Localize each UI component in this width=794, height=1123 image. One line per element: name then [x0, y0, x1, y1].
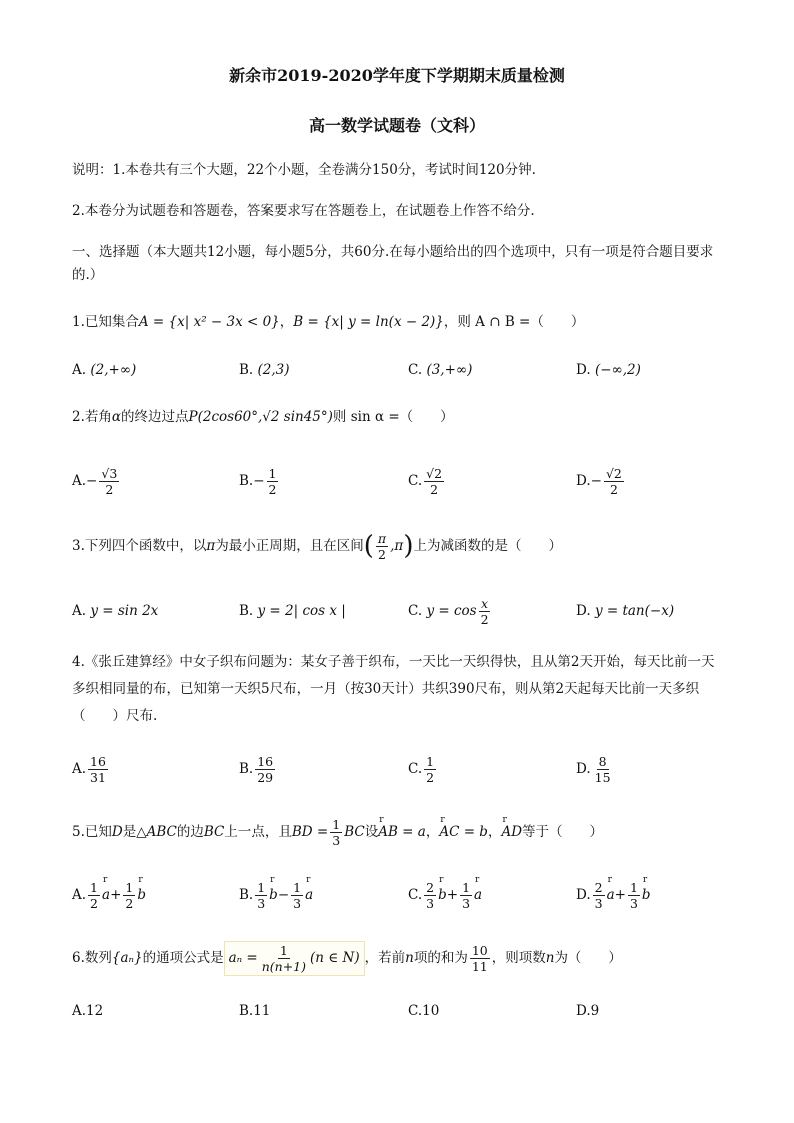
fraction-den: 3: [462, 895, 471, 911]
q5-text: 是: [122, 824, 137, 840]
q2-option-d[interactable]: [576, 459, 626, 503]
option-value: y = 2| cos x |: [257, 603, 346, 619]
q6-sequence: {aₙ}: [111, 950, 143, 966]
q6-text: ，则项数: [491, 950, 546, 966]
q5-segment-bc: BC: [203, 824, 225, 840]
q6-text: 项的和为: [413, 950, 468, 966]
fraction-den: 2: [90, 895, 98, 911]
q5-sep: ，: [425, 824, 440, 840]
fraction-num: 16: [257, 753, 274, 769]
option-text: B.11: [239, 1003, 271, 1019]
fraction-num: 1: [279, 942, 288, 958]
q3-tail: 上为减函数的是（ ）: [413, 538, 562, 554]
q6-n: n: [405, 950, 414, 966]
option-fraction: [255, 754, 275, 785]
q5-segment-bc: BC: [344, 824, 365, 840]
fraction-num: √3: [101, 465, 118, 481]
q4-option-b[interactable]: [239, 747, 277, 791]
fraction-den: 2: [105, 481, 114, 497]
q5-tail: 等于（ ）: [522, 824, 604, 840]
q5-triangle: △ABC: [136, 824, 177, 840]
fraction-den: 2: [480, 611, 489, 627]
option-fraction: [628, 880, 640, 911]
q6-tail: 为（ ）: [554, 950, 622, 966]
q3-option-d[interactable]: [576, 589, 674, 633]
option-letter: A.: [72, 761, 87, 777]
option-fraction: [424, 880, 436, 911]
option-fraction: [267, 466, 279, 497]
option-fraction: [479, 596, 491, 627]
q2-tail: 则 sin α =（ ）: [332, 409, 454, 425]
q1-option-b[interactable]: [239, 348, 290, 392]
option-fraction: [88, 754, 108, 785]
q1-sep: ，: [279, 314, 294, 330]
option-letter: C.: [408, 603, 423, 619]
q5-option-d[interactable]: [576, 873, 651, 917]
option-value: y = cos: [426, 603, 477, 619]
option-letter: A.: [72, 473, 87, 489]
option-vector: r b: [137, 887, 146, 903]
option-text: A.12: [72, 1003, 104, 1019]
fraction-den: 3: [257, 895, 266, 911]
question-5: [72, 812, 732, 852]
fraction-num: 10: [471, 942, 488, 958]
q5-vector-ad: r AD: [501, 821, 522, 843]
q6-option-c[interactable]: [408, 989, 439, 1033]
note-line-2: 2.本卷分为试题卷和答题卷，答案要求写在答题卷上，在试题卷上作答不给分.: [72, 203, 535, 219]
q2-prefix: 2.若角: [72, 409, 112, 425]
q4-option-a[interactable]: [72, 747, 110, 791]
q5-option-c[interactable]: [408, 873, 482, 917]
fraction-num: 1: [462, 879, 471, 895]
q6-formula-fraction: [260, 943, 308, 974]
q6-prefix: 6.数列: [72, 950, 112, 966]
q6-n: n: [545, 950, 555, 966]
option-letter: B.: [239, 761, 254, 777]
exam-subtitle: 高一数学试题卷（文科）: [308, 116, 485, 135]
fraction-num: π: [377, 530, 387, 546]
q1-tail: ，则 A ∩ B =（ ）: [443, 314, 585, 330]
option-operator: +: [446, 887, 459, 903]
q6-option-a[interactable]: [72, 989, 103, 1033]
option-value: (2,+∞): [90, 362, 137, 378]
fraction-den: 3: [293, 895, 302, 911]
fraction-num: 8: [598, 753, 607, 769]
option-sign: −: [86, 473, 98, 489]
option-fraction: [460, 880, 472, 911]
option-letter: D.: [576, 887, 591, 903]
fraction-num: 1: [426, 753, 435, 769]
q1-option-d[interactable]: [576, 348, 641, 392]
q2-options: [72, 459, 732, 503]
option-fraction: [255, 880, 267, 911]
fraction-num: 2: [594, 879, 603, 895]
option-fraction: [424, 466, 444, 497]
q2-option-b[interactable]: [239, 459, 280, 503]
option-letter: B.: [239, 603, 254, 619]
option-letter: C.: [408, 473, 423, 489]
q6-text: 的通项公式是: [142, 950, 224, 966]
option-letter: A.: [72, 887, 87, 903]
q6-sum-fraction: [470, 943, 490, 974]
option-vector: r a: [607, 887, 615, 903]
q5-text: 设: [364, 824, 379, 840]
fraction-num: 1: [257, 879, 266, 895]
q6-options: [72, 989, 732, 1033]
option-vector: r a: [102, 887, 110, 903]
option-operator: +: [110, 887, 122, 903]
option-letter: A.: [72, 362, 87, 378]
q3-right-paren: ): [403, 531, 414, 561]
fraction-den: 2: [609, 481, 618, 497]
option-vector: r a: [474, 887, 482, 903]
option-fraction: [123, 880, 135, 911]
fraction-den: 3: [629, 895, 638, 911]
q5-prefix: 5.已知: [72, 824, 112, 840]
question-4: 4.《张丘建算经》中女子织布问题为：某女子善于织布，一天比一天织得快，且从第2天开始，每天比前一天多织相同量的布，已知第一天织5尺布，一月（按30天计）共织390尺布，则从第2天起每天比前一天多织（ ）尺布.: [72, 654, 715, 724]
q1-option-a[interactable]: [72, 348, 136, 392]
option-letter: A.: [72, 603, 87, 619]
fraction-num: 1: [293, 879, 302, 895]
q6-option-b[interactable]: [239, 989, 270, 1033]
q5-point-d: D: [111, 824, 123, 840]
q5-text: 上一点，且: [224, 824, 292, 840]
option-letter: D.: [576, 473, 591, 489]
option-value: y = tan(−x): [594, 603, 675, 619]
q1-options: [72, 348, 732, 392]
q3-interval-fraction: [376, 531, 388, 562]
fraction-num: 1: [125, 879, 134, 895]
exam-title: 新余市2019-2020学年度下学期期末质量检测: [229, 66, 565, 85]
option-vector: r b: [642, 887, 651, 903]
q5-vector-ab: r AB = a: [378, 821, 426, 843]
fraction-den: 3: [426, 895, 435, 911]
q4-option-c[interactable]: [408, 747, 438, 791]
option-vector: r a: [305, 887, 313, 903]
question-3: [72, 528, 732, 564]
option-fraction: [604, 466, 624, 497]
q4-options: [72, 747, 732, 791]
fraction-num: 1: [90, 879, 98, 895]
q6-an: aₙ =: [228, 950, 258, 966]
option-vector: r b: [438, 887, 447, 903]
q1-set-b: B = {x| y = ln(x − 2)}: [293, 314, 444, 330]
fraction-den: 29: [257, 769, 274, 785]
section-heading: 一、选择题（本大题共12小题，每小题5分，共60分.在每小题给出的四个选项中，只有一项是符合题目要求的.）: [72, 244, 714, 283]
q2-alpha: α: [111, 409, 122, 425]
q1-set-a: A = {x| x² − 3x < 0}: [138, 314, 280, 330]
q2-option-c[interactable]: [408, 459, 446, 503]
option-value: (2,3): [257, 362, 290, 378]
q6-option-d[interactable]: [576, 989, 599, 1033]
fraction-den: 2: [268, 481, 277, 497]
q5-text: 的边: [176, 824, 204, 840]
fraction-num: 1: [332, 816, 341, 832]
option-fraction: [99, 466, 119, 497]
option-letter: B.: [239, 887, 254, 903]
q5-segment-bd: BD =: [291, 824, 329, 840]
q3-option-c[interactable]: [408, 589, 493, 633]
option-value: (3,+∞): [426, 362, 473, 378]
option-vector: r b: [269, 887, 278, 903]
option-letter: B.: [239, 362, 254, 378]
q3-options: [72, 589, 732, 633]
q5-options: [72, 873, 732, 917]
question-2: [72, 406, 732, 428]
fraction-den: 3: [594, 895, 603, 911]
question-6: [72, 936, 732, 980]
fraction-num: √2: [426, 465, 443, 481]
option-letter: D.: [576, 603, 591, 619]
fraction-den: 2: [426, 769, 435, 785]
option-text: D.9: [576, 1003, 600, 1019]
fraction-den: 2: [125, 895, 134, 911]
option-value: (−∞,2): [594, 362, 641, 378]
note-line-1: 说明：1.本卷共有三个大题，22个小题，全卷满分150分，考试时间120分钟.: [72, 162, 536, 178]
q1-prefix: 1.已知集合: [72, 314, 139, 330]
fraction-den: 11: [471, 958, 488, 974]
option-letter: B.: [239, 473, 254, 489]
fraction-num: 2: [426, 879, 435, 895]
fraction-den: 31: [90, 769, 106, 785]
question-1: [72, 311, 732, 333]
q5-sep: ，: [487, 824, 502, 840]
q3-option-b[interactable]: [239, 589, 346, 633]
q1-option-c[interactable]: [408, 348, 472, 392]
option-operator: +: [614, 887, 626, 903]
q5-fraction: [330, 817, 342, 848]
option-fraction: [88, 880, 100, 911]
option-operator: −: [277, 887, 290, 903]
option-letter: C.: [408, 887, 423, 903]
q4-option-d[interactable]: [576, 747, 615, 791]
option-sign: −: [590, 473, 602, 489]
q2-point: P(2cos60°,√2 sin45°): [188, 409, 333, 425]
q6-text: ，若前: [364, 950, 406, 966]
q5-option-a[interactable]: [72, 873, 146, 917]
fraction-den: 2: [430, 481, 439, 497]
q3-prefix: 3.下列四个函数中，以: [72, 538, 207, 554]
q6-condition: (n ∈ N): [310, 950, 360, 966]
option-fraction: [593, 754, 613, 785]
fraction-num: 16: [90, 753, 106, 769]
q3-left-paren: (: [363, 531, 374, 561]
option-sign: −: [253, 473, 265, 489]
option-text: C.10: [408, 1003, 440, 1019]
q3-pi: π: [206, 538, 216, 554]
option-letter: C.: [408, 362, 423, 378]
q6-formula-box: [224, 941, 365, 976]
q3-option-a[interactable]: [72, 589, 158, 633]
option-value: y = sin 2x: [90, 603, 159, 619]
q2-mid: 的终边过点: [121, 409, 189, 425]
q5-vector-ac: r AC = b: [439, 821, 488, 843]
fraction-den: 2: [378, 546, 386, 562]
fraction-den: 3: [332, 832, 341, 848]
q3-interval-end: ,π: [390, 538, 404, 554]
fraction-den: 15: [594, 769, 611, 785]
q2-option-a[interactable]: [72, 459, 121, 503]
fraction-num: √2: [605, 465, 622, 481]
option-letter: D.: [576, 362, 591, 378]
q3-mid: 为最小正周期，且在区间: [215, 538, 364, 554]
option-letter: C.: [408, 761, 423, 777]
q5-option-b[interactable]: [239, 873, 313, 917]
option-fraction: [593, 880, 605, 911]
fraction-num: 1: [268, 465, 277, 481]
fraction-num: x: [481, 595, 489, 611]
fraction-den: n(n+1): [261, 958, 306, 974]
option-fraction: [291, 880, 303, 911]
option-fraction: [424, 754, 436, 785]
option-letter: D.: [576, 761, 591, 777]
fraction-num: 1: [629, 879, 638, 895]
